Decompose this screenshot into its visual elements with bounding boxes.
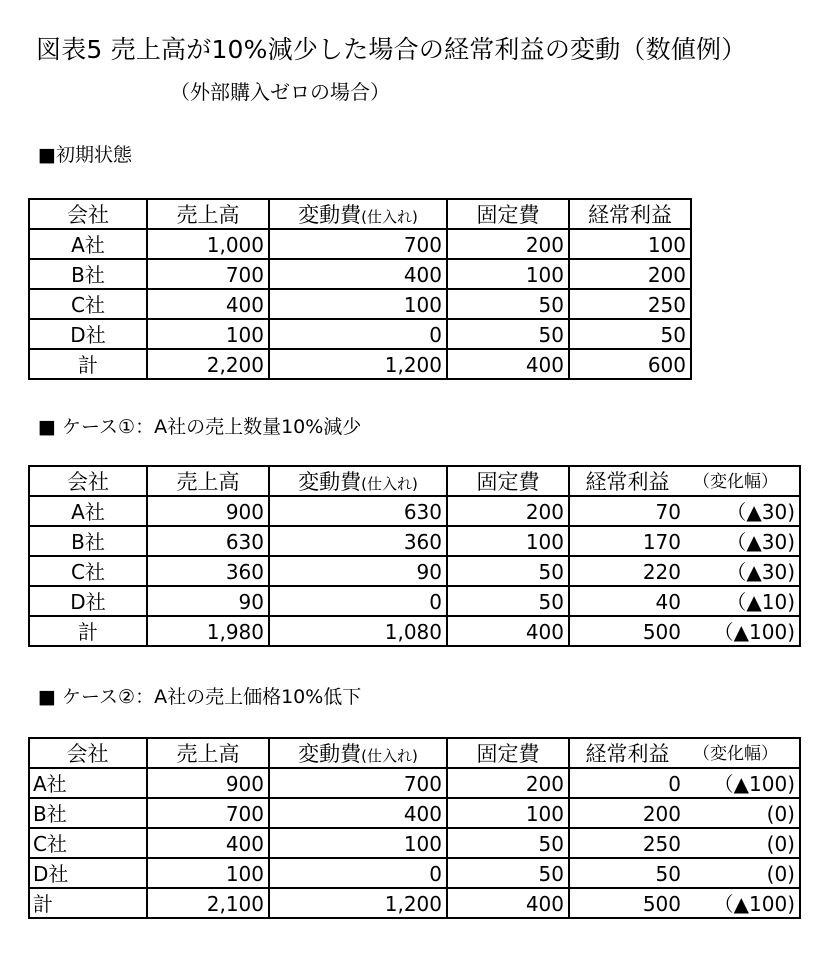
cell-change: （▲100): [685, 616, 800, 646]
cell-fixed-cost: 50: [447, 289, 569, 319]
cell-change: （▲100): [685, 768, 800, 798]
cell-fixed-cost: 400: [447, 349, 569, 379]
table-row: [29, 526, 800, 556]
header-company: 会社: [29, 199, 147, 229]
header-fixed-cost: 固定費: [447, 466, 569, 496]
table-row: [29, 768, 800, 798]
cell-sales: 2,100: [147, 888, 269, 918]
header-sales: 売上高: [147, 199, 269, 229]
cell-profit: 0: [569, 768, 685, 798]
cell-variable-cost: 100: [269, 828, 447, 858]
cell-sales: 400: [147, 828, 269, 858]
cell-fixed-cost: 50: [447, 319, 569, 349]
header-variable-cost: 変動費(仕入れ): [269, 199, 447, 229]
section-heading-case2: ■ ケース②：A社の売上価格10%低下: [38, 686, 362, 708]
header-ordinary-profit: 経常利益: [569, 738, 685, 768]
table-row: [29, 828, 800, 858]
cell-fixed-cost: 50: [447, 828, 569, 858]
cell-profit: 100: [569, 229, 691, 259]
cell-sales: 900: [147, 768, 269, 798]
cell-company: B社: [29, 259, 147, 289]
cell-variable-cost: 360: [269, 526, 447, 556]
cell-sales: 400: [147, 289, 269, 319]
cell-company: D社: [29, 858, 147, 888]
table-total-row: [29, 616, 800, 646]
cell-sales: 100: [147, 858, 269, 888]
cell-fixed-cost: 100: [447, 526, 569, 556]
cell-profit: 200: [569, 259, 691, 289]
cell-change: （▲30): [685, 556, 800, 586]
table-header-row: [29, 466, 800, 496]
cell-company: 計: [29, 349, 147, 379]
cell-variable-cost: 1,080: [269, 616, 447, 646]
header-sales: 売上高: [147, 738, 269, 768]
cell-variable-cost: 1,200: [269, 349, 447, 379]
cell-company: A社: [29, 768, 147, 798]
cell-sales: 360: [147, 556, 269, 586]
table-total-row: [29, 888, 800, 918]
cell-fixed-cost: 50: [447, 556, 569, 586]
table-case2: [28, 737, 801, 919]
cell-company: C社: [29, 828, 147, 858]
cell-profit: 50: [569, 858, 685, 888]
cell-company: 計: [29, 616, 147, 646]
cell-sales: 700: [147, 798, 269, 828]
table-case1: [28, 465, 801, 647]
cell-variable-cost: 700: [269, 768, 447, 798]
header-sales: 売上高: [147, 466, 269, 496]
cell-profit: 600: [569, 349, 691, 379]
figure-subtitle: （外部購入ゼロの場合）: [170, 80, 390, 104]
cell-sales: 100: [147, 319, 269, 349]
cell-variable-cost: 0: [269, 586, 447, 616]
cell-fixed-cost: 400: [447, 888, 569, 918]
cell-variable-cost: 1,200: [269, 888, 447, 918]
section-heading-case1: ■ ケース①：A社の売上数量10%減少: [38, 416, 362, 438]
cell-fixed-cost: 100: [447, 798, 569, 828]
cell-fixed-cost: 400: [447, 616, 569, 646]
section-heading-initial: ■初期状態: [38, 144, 132, 166]
header-company: 会社: [29, 466, 147, 496]
table-row: [29, 798, 800, 828]
header-change: （変化幅）: [685, 466, 800, 496]
cell-company: 計: [29, 888, 147, 918]
table-row: [29, 556, 800, 586]
cell-change: (0): [685, 798, 800, 828]
header-company: 会社: [29, 738, 147, 768]
cell-company: B社: [29, 526, 147, 556]
header-variable-cost: 変動費(仕入れ): [269, 738, 447, 768]
table-row: [29, 858, 800, 888]
figure-title: 図表5 売上高が10%減少した場合の経常利益の変動（数値例）: [36, 35, 747, 64]
cell-variable-cost: 400: [269, 259, 447, 289]
cell-variable-cost: 100: [269, 289, 447, 319]
table-row: [29, 319, 691, 349]
cell-company: B社: [29, 798, 147, 828]
cell-profit: 50: [569, 319, 691, 349]
cell-fixed-cost: 200: [447, 229, 569, 259]
cell-company: D社: [29, 586, 147, 616]
cell-profit: 200: [569, 798, 685, 828]
table-row: [29, 496, 800, 526]
cell-sales: 2,200: [147, 349, 269, 379]
cell-variable-cost: 0: [269, 319, 447, 349]
header-variable-cost: 変動費(仕入れ): [269, 466, 447, 496]
cell-change: （▲10): [685, 586, 800, 616]
table-header-row: [29, 738, 800, 768]
cell-fixed-cost: 200: [447, 496, 569, 526]
cell-profit: 500: [569, 616, 685, 646]
cell-fixed-cost: 200: [447, 768, 569, 798]
table-row: [29, 289, 691, 319]
table-initial-state: [28, 198, 692, 380]
cell-variable-cost: 90: [269, 556, 447, 586]
cell-profit: 40: [569, 586, 685, 616]
cell-profit: 500: [569, 888, 685, 918]
table-row: [29, 229, 691, 259]
cell-company: D社: [29, 319, 147, 349]
table-total-row: [29, 349, 691, 379]
header-change: （変化幅）: [685, 738, 800, 768]
cell-variable-cost: 400: [269, 798, 447, 828]
header-ordinary-profit: 経常利益: [569, 199, 691, 229]
cell-variable-cost: 0: [269, 858, 447, 888]
cell-company: C社: [29, 289, 147, 319]
cell-sales: 90: [147, 586, 269, 616]
cell-sales: 900: [147, 496, 269, 526]
cell-profit: 250: [569, 289, 691, 319]
header-fixed-cost: 固定費: [447, 199, 569, 229]
cell-sales: 700: [147, 259, 269, 289]
table-row: [29, 259, 691, 289]
cell-company: C社: [29, 556, 147, 586]
cell-variable-cost: 700: [269, 229, 447, 259]
table-row: [29, 586, 800, 616]
cell-change: （▲30): [685, 526, 800, 556]
cell-fixed-cost: 50: [447, 858, 569, 888]
cell-profit: 70: [569, 496, 685, 526]
table-header-row: [29, 199, 691, 229]
cell-fixed-cost: 50: [447, 586, 569, 616]
cell-company: A社: [29, 496, 147, 526]
cell-variable-cost: 630: [269, 496, 447, 526]
cell-change: (0): [685, 828, 800, 858]
cell-sales: 1,980: [147, 616, 269, 646]
cell-profit: 170: [569, 526, 685, 556]
cell-sales: 630: [147, 526, 269, 556]
cell-profit: 220: [569, 556, 685, 586]
header-ordinary-profit: 経常利益: [569, 466, 685, 496]
cell-change: （▲30): [685, 496, 800, 526]
header-fixed-cost: 固定費: [447, 738, 569, 768]
cell-fixed-cost: 100: [447, 259, 569, 289]
cell-sales: 1,000: [147, 229, 269, 259]
cell-change: （▲100): [685, 888, 800, 918]
cell-profit: 250: [569, 828, 685, 858]
cell-company: A社: [29, 229, 147, 259]
cell-change: (0): [685, 858, 800, 888]
